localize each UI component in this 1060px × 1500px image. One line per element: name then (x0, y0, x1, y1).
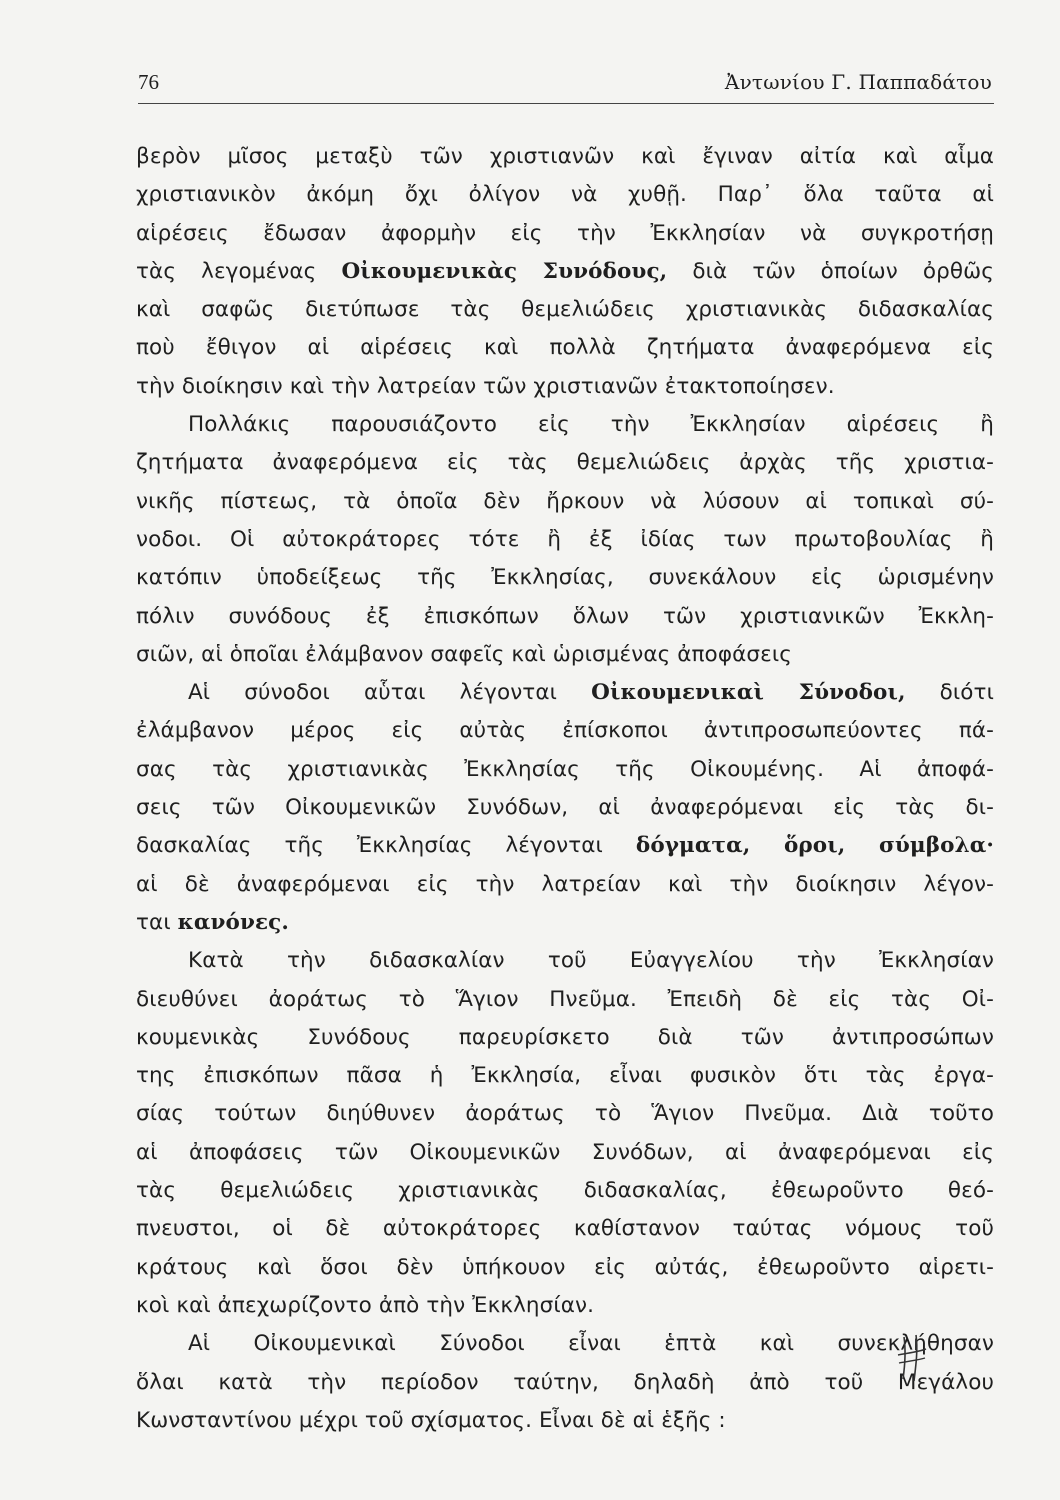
text-line: ται κανόνες. (136, 909, 289, 935)
handwritten-mark-icon (896, 1333, 928, 1383)
text-line: Κωνσταντίνου μέχρι τοῦ σχίσματος. Εἶναι δὲ αἱ ἑξῆς : (136, 1407, 726, 1433)
text-line: ποὺ ἔθιγον αἱ αἱρέσεις καὶ πολλὰ ζητήματα ἀναφερόμενα εἰς (136, 335, 994, 361)
text-line: καὶ σαφῶς διετύπωσε τὰς θεμελιώδεις χριστιανικὰς διδασκαλίας (136, 297, 994, 323)
text-line: χριστιανικὸν ἀκόμη ὄχι ὀλίγον νὰ χυθῇ. Παρ᾿ ὅλα ταῦτα αἱ (136, 182, 994, 208)
text-line: σεις τῶν Οἰκουμενικῶν Συνόδων, αἱ ἀναφερόμεναι εἰς τὰς δι- (136, 795, 994, 821)
text-line: δασκαλίας τῆς Ἐκκλησίας λέγονται δόγματα, ὅροι, σύμβολα· (136, 833, 994, 859)
text-line: ὅλαι κατὰ τὴν περίοδον ταύτην, δηλαδὴ ἀπὸ τοῦ Μεγάλου (136, 1369, 994, 1395)
text-line: Αἱ Οἰκουμενικαὶ Σύνοδοι εἶναι ἑπτὰ καὶ συνεκλήθησαν (188, 1331, 994, 1357)
running-head: Ἀντωνίου Γ. Παππαδάτου (724, 70, 992, 94)
text-line: κατόπιν ὑποδείξεως τῆς Ἐκκλησίας, συνεκάλουν εἰς ὡρισμένην (136, 565, 994, 591)
text-line: της ἐπισκόπων πᾶσα ἡ Ἐκκλησία, εἶναι φυσικὸν ὅτι τὰς ἐργα- (136, 1063, 994, 1089)
text-line: ζητήματα ἀναφερόμενα εἰς τὰς θεμελιώδεις ἀρχὰς τῆς χριστια- (136, 450, 994, 476)
text-line: νοδοι. Οἱ αὐτοκράτορες τότε ἢ ἐξ ἰδίας των πρωτοβουλίας ἢ (136, 526, 994, 552)
text-line: σίας τούτων διηύθυνεν ἀοράτως τὸ Ἅγιον Πνεῦμα. Διὰ τοῦτο (136, 1101, 994, 1127)
text-line: σιῶν, αἱ ὁποῖαι ἐλάμβανον σαφεῖς καὶ ὡρισμένας ἀποφάσεις (136, 641, 792, 667)
text-line: σας τὰς χριστιανικὰς Ἐκκλησίας τῆς Οἰκουμένης. Αἱ ἀποφά- (136, 756, 994, 782)
text-line: ἐλάμβανον μέρος εἰς αὐτὰς ἐπίσκοποι ἀντιπροσωπεύοντες πά- (136, 718, 994, 744)
text-line: κράτους καὶ ὅσοι δὲν ὑπήκουον εἰς αὐτάς, ἐθεωροῦντο αἱρετι- (136, 1254, 994, 1280)
text-line: διευθύνει ἀοράτως τὸ Ἅγιον Πνεῦμα. Ἐπειδὴ δὲ εἰς τὰς Οἰ- (136, 986, 994, 1012)
text-line: βερὸν μῖσος μεταξὺ τῶν χριστιανῶν καὶ ἔγιναν αἰτία καὶ αἷμα (136, 144, 994, 169)
text-line: τὰς λεγομένας Οἰκουμενικὰς Συνόδους, διὰ τῶν ὁποίων ὀρθῶς (136, 258, 994, 284)
text-line: Αἱ σύνοδοι αὗται λέγονται Οἰκουμενικαὶ Σύνοδοι, διότι (188, 680, 994, 706)
text-line: τὴν διοίκησιν καὶ τὴν λατρείαν τῶν χριστιανῶν ἐτακτοποίησεν. (136, 373, 835, 399)
page-header (138, 70, 992, 104)
text-line: αἱ ἀποφάσεις τῶν Οἰκουμενικῶν Συνόδων, αἱ ἀναφερόμεναι εἰς (136, 1139, 994, 1165)
text-line: αἱρέσεις ἔδωσαν ἀφορμὴν εἰς τὴν Ἐκκλησίαν νὰ συγκροτήσῃ (136, 220, 994, 246)
text-line: κουμενικὰς Συνόδους παρευρίσκετο διὰ τῶν ἀντιπροσώπων (136, 1024, 994, 1050)
body-text (136, 138, 994, 1440)
text-line: πόλιν συνόδους ἐξ ἐπισκόπων ὅλων τῶν χριστιανικῶν Ἐκκλη- (136, 603, 994, 629)
header-rule (138, 103, 994, 104)
text-line: κοὶ καὶ ἀπεχωρίζοντο ἀπὸ τὴν Ἐκκλησίαν. (136, 1292, 595, 1318)
text-line: Πολλάκις παρουσιάζοντο εἰς τὴν Ἐκκλησίαν αἱρέσεις ἢ (188, 412, 994, 438)
text-line: Κατὰ τὴν διδασκαλίαν τοῦ Εὐαγγελίου τὴν Ἐκκλησίαν (188, 948, 994, 974)
text-line: πνευστοι, οἱ δὲ αὐτοκράτορες καθίστανον ταύτας νόμους τοῦ (136, 1216, 994, 1242)
text-line: νικῆς πίστεως, τὰ ὁποῖα δὲν ἤρκουν νὰ λύσουν αἱ τοπικαὶ σύ- (136, 488, 994, 514)
page-number: 76 (138, 70, 159, 94)
text-line: αἱ δὲ ἀναφερόμεναι εἰς τὴν λατρείαν καὶ τὴν διοίκησιν λέγον- (136, 871, 994, 897)
text-line: τὰς θεμελιώδεις χριστιανικὰς διδασκαλίας, ἐθεωροῦντο θεό- (136, 1178, 994, 1204)
